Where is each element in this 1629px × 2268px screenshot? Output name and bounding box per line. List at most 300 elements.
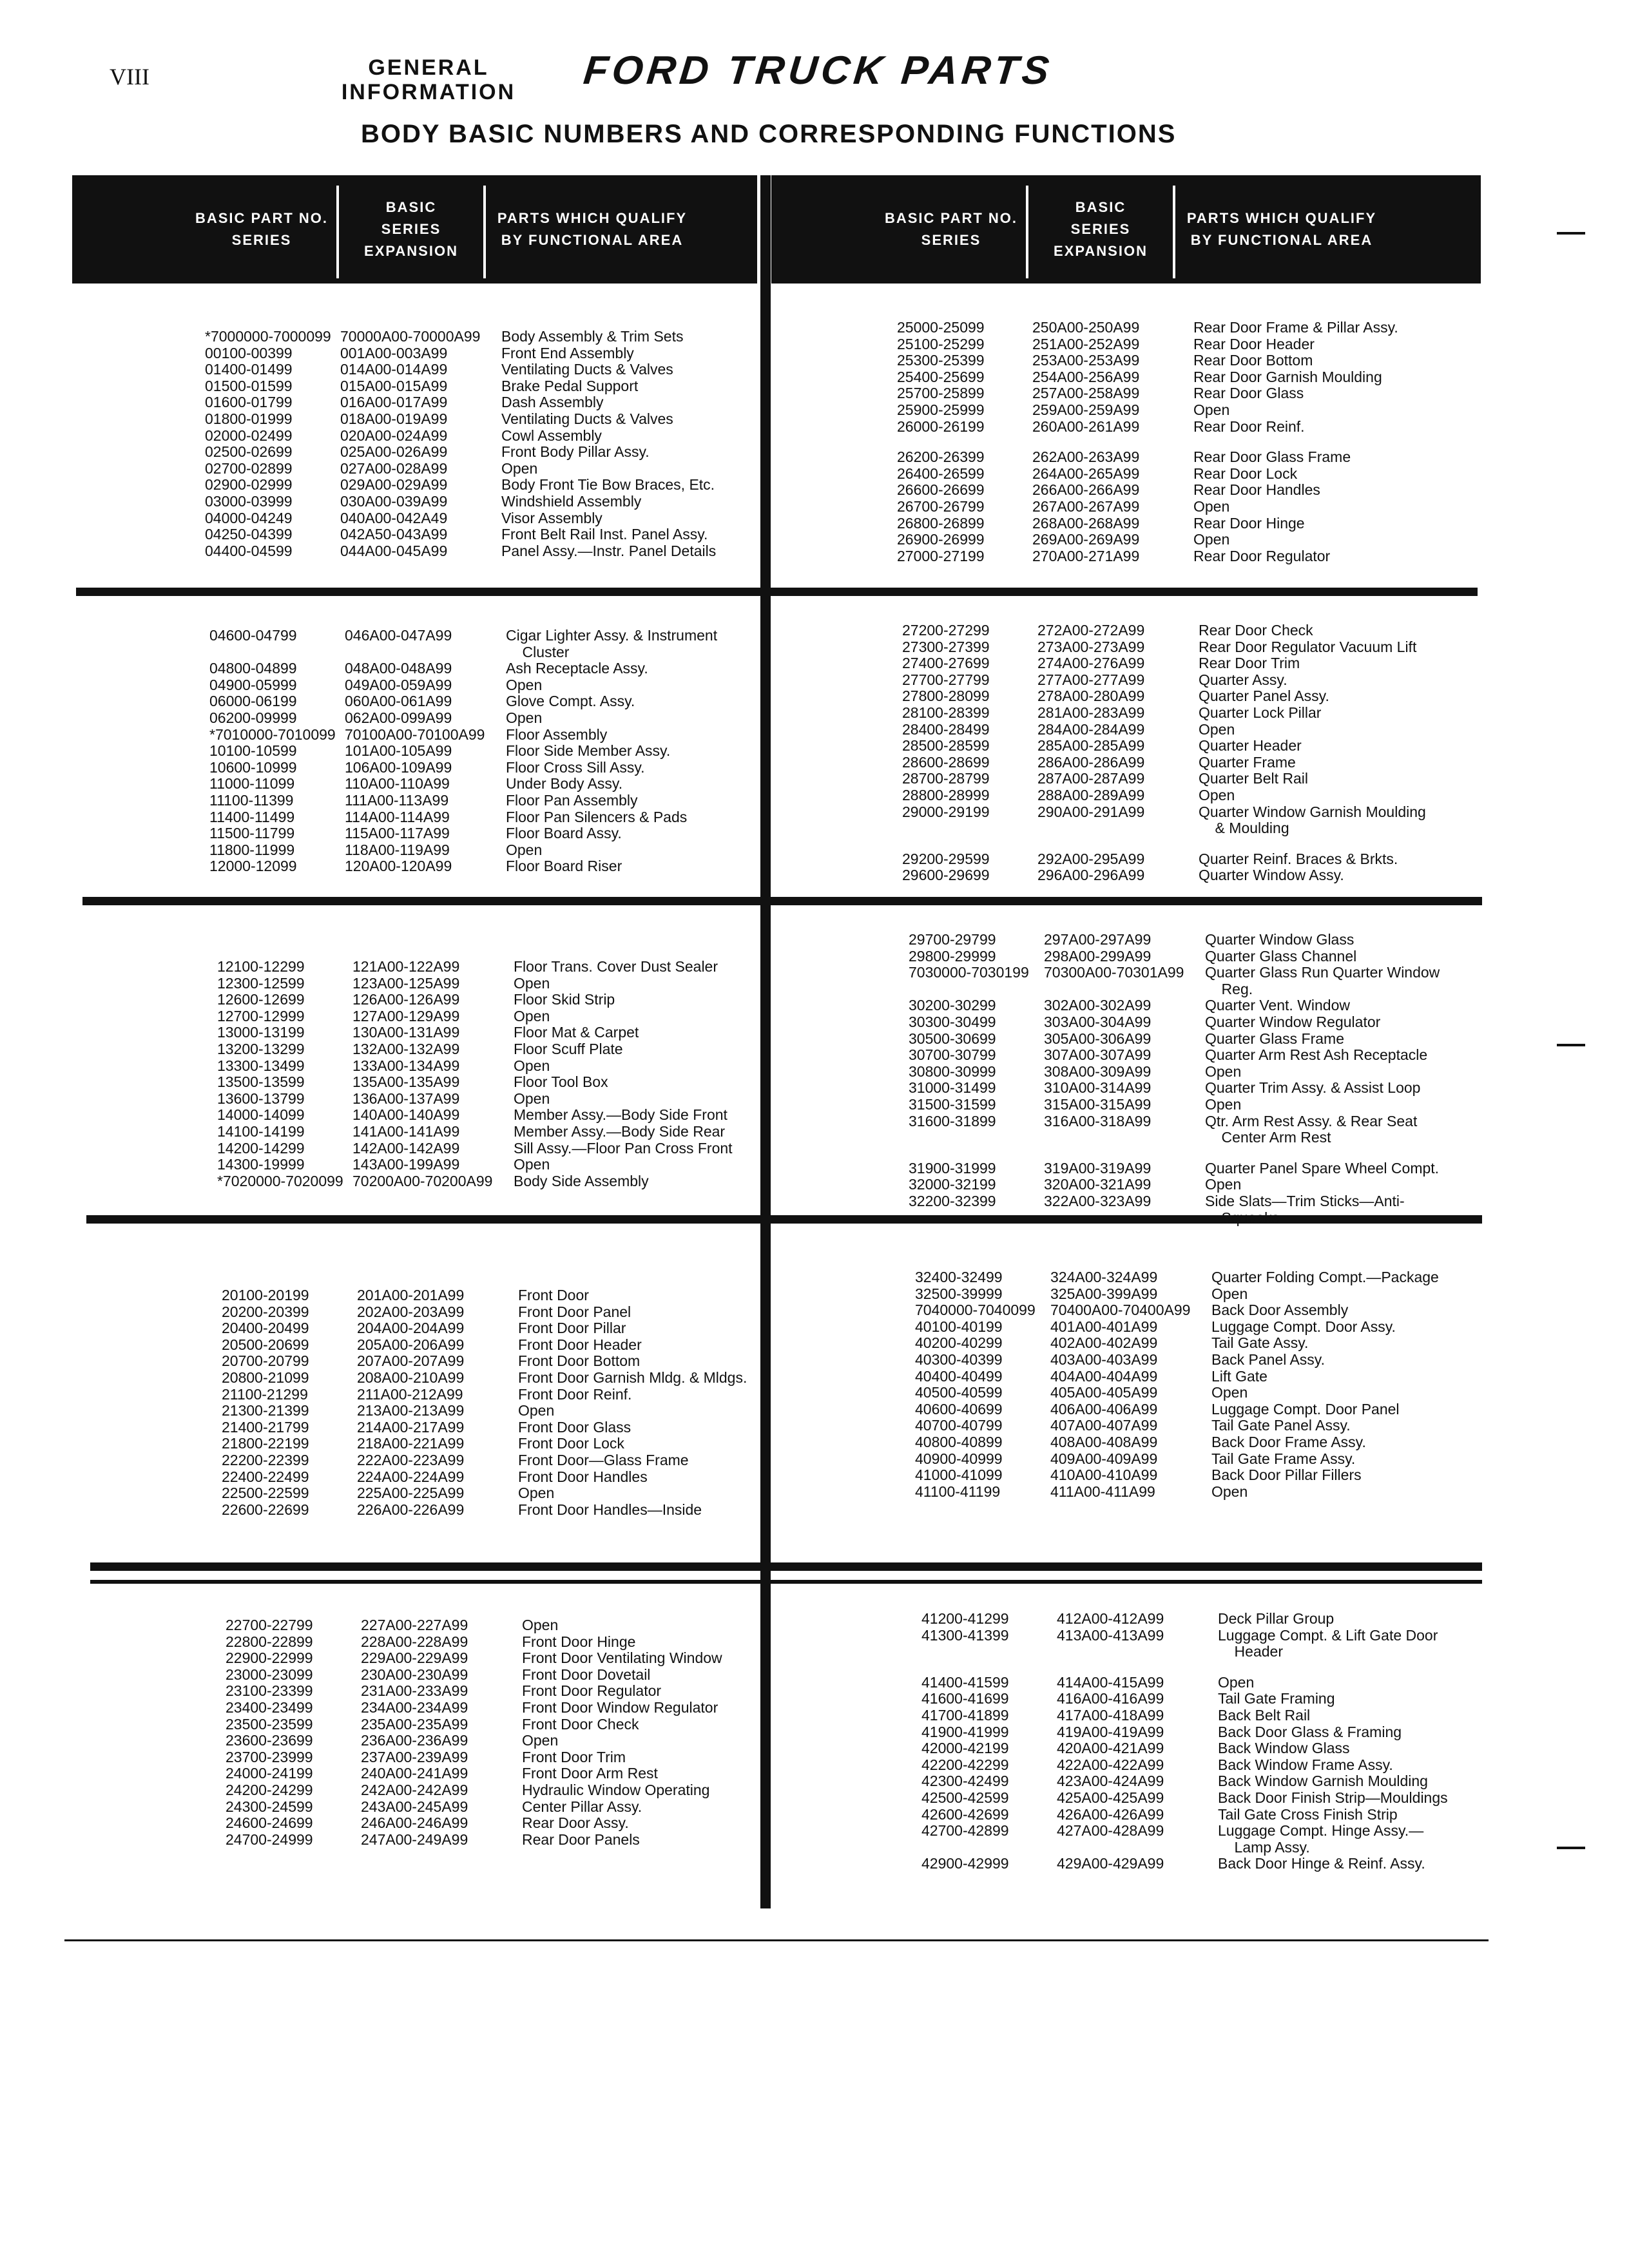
functional-area: Dash Assembly [501, 394, 604, 411]
part-series: 41300-41399 [921, 1626, 1009, 1644]
table-row [209, 693, 776, 710]
table-row [209, 858, 776, 875]
table-row [921, 1856, 1489, 1872]
parts-group-left-4 [222, 1287, 789, 1518]
table-row [902, 851, 1469, 868]
series-expansion: 70400A00-70400A99 [1050, 1302, 1191, 1319]
part-series: 40500-40599 [915, 1384, 1003, 1401]
part-series: 27000-27199 [897, 547, 985, 564]
part-series: 04800-04899 [209, 660, 297, 677]
table-row [217, 992, 784, 1008]
series-expansion: 235A00-235A99 [361, 1715, 468, 1733]
header-parts-qualify-right [1175, 175, 1388, 284]
series-expansion: 044A00-045A99 [340, 542, 448, 559]
row-spacer [897, 435, 1464, 449]
table-row [217, 1041, 784, 1058]
table-row [897, 548, 1464, 565]
table-row [222, 1337, 789, 1354]
table-row [915, 1401, 1482, 1418]
row-divider [76, 588, 1478, 596]
part-series: 41700-41899 [921, 1706, 1009, 1724]
part-series: 11000-11099 [209, 775, 295, 793]
series-expansion: 427A00-428A99 [1057, 1822, 1164, 1840]
row-spacer [902, 837, 1469, 851]
part-series: 42300-42499 [921, 1773, 1009, 1790]
part-series: 32000-32199 [909, 1176, 996, 1193]
table-row [217, 1024, 784, 1041]
functional-area: Quarter Assy. [1199, 671, 1287, 688]
series-expansion: 130A00-131A99 [352, 1024, 460, 1041]
table-row [205, 345, 772, 362]
table-row [226, 1749, 793, 1766]
functional-area: Rear Door Handles [1193, 481, 1320, 499]
table-row [897, 419, 1464, 436]
table-row [915, 1451, 1482, 1468]
header-text: SERIES EXPANSION [364, 221, 458, 259]
series-expansion: 302A00-302A99 [1044, 997, 1152, 1014]
part-series: 41200-41299 [921, 1610, 1009, 1627]
functional-area: Tail Gate Panel Assy. [1211, 1417, 1351, 1434]
part-series: 31000-31499 [909, 1079, 996, 1097]
part-series: 24600-24699 [226, 1814, 313, 1832]
series-expansion: 423A00-424A99 [1057, 1773, 1164, 1790]
functional-area: Front Door Panel [518, 1303, 631, 1320]
functional-area: Open [1193, 497, 1230, 515]
table-row [209, 809, 776, 826]
table-row [902, 804, 1469, 837]
table-row [226, 1733, 793, 1749]
table-row [902, 622, 1469, 639]
series-expansion: 253A00-253A99 [1032, 352, 1140, 369]
part-series: 21300-21399 [222, 1402, 309, 1419]
series-expansion: 286A00-286A99 [1037, 753, 1145, 771]
part-series: 23100-23399 [226, 1682, 313, 1700]
series-expansion: 411A00-411A99 [1050, 1483, 1155, 1500]
table-row [205, 394, 772, 411]
table-row [217, 1107, 784, 1124]
functional-area: Open [514, 974, 550, 992]
functional-area: Rear Door Lock [1193, 465, 1298, 482]
series-expansion: 308A00-309A99 [1044, 1062, 1152, 1080]
parts-group-left-5 [226, 1617, 793, 1848]
functional-area: Back Panel Assy. [1211, 1350, 1325, 1368]
header-text: PARTS WHICH QUALIFY [1186, 210, 1377, 226]
functional-area: Front Door Garnish Mldg. & Mldgs. [518, 1369, 747, 1386]
functional-area: Front Door Hinge [522, 1633, 636, 1650]
header-text: BY FUNCTIONAL AREA [1190, 232, 1373, 248]
table-row [222, 1387, 789, 1403]
table-row [226, 1716, 793, 1733]
parts-group-right-3 [909, 932, 1476, 1226]
series-expansion: 106A00-109A99 [345, 758, 452, 776]
functional-area: Open [522, 1732, 559, 1749]
table-row [205, 543, 772, 560]
functional-area: Quarter Belt Rail [1199, 770, 1309, 787]
series-expansion: 325A00-399A99 [1050, 1285, 1158, 1302]
functional-area: Body Front Tie Bow Braces, Etc. [501, 476, 715, 494]
table-row [909, 1193, 1476, 1226]
part-series: 04250-04399 [205, 526, 293, 543]
margin-mark [1557, 232, 1585, 235]
table-row [902, 738, 1469, 754]
series-expansion: 225A00-225A99 [357, 1485, 465, 1502]
part-series: 29000-29199 [902, 803, 990, 820]
table-row [222, 1485, 789, 1502]
functional-area: Center Pillar Assy. [522, 1798, 642, 1815]
series-expansion: 123A00-125A99 [352, 974, 460, 992]
row-divider-thin [90, 1580, 1482, 1584]
part-series: 40300-40399 [915, 1350, 1003, 1368]
functional-area: Rear Door Frame & Pillar Assy. [1193, 319, 1398, 336]
series-expansion: 136A00-137A99 [352, 1090, 460, 1107]
functional-area: Quarter Glass Channel [1205, 947, 1357, 965]
part-series: 40100-40199 [915, 1318, 1003, 1335]
functional-area: Luggage Compt. Hinge Assy.— Lamp Assy. [1218, 1822, 1424, 1856]
part-series: 25300-25399 [897, 352, 985, 369]
series-expansion: 040A00-042A49 [340, 509, 448, 526]
series-expansion: 70300A00-70301A99 [1044, 964, 1184, 981]
part-series: 40200-40299 [915, 1334, 1003, 1352]
functional-area: Floor Side Member Assy. [506, 742, 671, 760]
series-expansion: 042A50-043A99 [340, 526, 448, 543]
series-expansion: 227A00-227A99 [361, 1617, 468, 1633]
functional-area: Lift Gate [1211, 1367, 1268, 1385]
header-text: BASIC PART NO. [195, 210, 329, 226]
table-row [902, 867, 1469, 884]
series-expansion: 140A00-140A99 [352, 1106, 460, 1124]
part-series: 25100-25299 [897, 335, 985, 352]
part-series: 13000-13199 [217, 1024, 305, 1041]
part-series: 13600-13799 [217, 1090, 305, 1107]
part-series: 01500-01599 [205, 377, 293, 394]
part-series: 32200-32399 [909, 1192, 996, 1209]
series-expansion: 324A00-324A99 [1050, 1269, 1158, 1285]
header-text: BASIC [1075, 199, 1126, 215]
series-expansion: 121A00-122A99 [352, 958, 460, 975]
part-series: 00100-00399 [205, 344, 293, 361]
table-row [217, 1074, 784, 1091]
series-expansion: 417A00-418A99 [1057, 1706, 1164, 1724]
parts-group-right-1 [897, 320, 1464, 564]
series-expansion: 132A00-132A99 [352, 1040, 460, 1057]
functional-area: Quarter Window Assy. [1199, 867, 1344, 884]
part-series: 22200-22399 [222, 1451, 309, 1468]
series-expansion: 254A00-256A99 [1032, 368, 1140, 385]
functional-area: Open [514, 1090, 550, 1107]
functional-area: Open [518, 1485, 555, 1502]
series-expansion: 001A00-003A99 [340, 344, 448, 361]
functional-area: Back Window Frame Assy. [1218, 1756, 1393, 1773]
functional-area: Front End Assembly [501, 344, 634, 361]
series-expansion: 222A00-223A99 [357, 1451, 465, 1468]
part-series: 42000-42199 [921, 1740, 1009, 1757]
table-row [897, 466, 1464, 483]
series-expansion: 048A00-048A99 [345, 660, 452, 677]
table-row [897, 515, 1464, 532]
part-series: 32500-39999 [915, 1285, 1003, 1302]
part-series: 27400-27699 [902, 655, 990, 672]
part-series: 01400-01499 [205, 361, 293, 378]
functional-area: Quarter Vent. Window [1205, 997, 1350, 1014]
series-expansion: 404A00-404A99 [1050, 1367, 1158, 1385]
series-expansion: 425A00-425A99 [1057, 1789, 1164, 1806]
part-series: 21800-22199 [222, 1435, 309, 1452]
series-expansion: 142A00-142A99 [352, 1139, 460, 1157]
table-row [217, 1157, 784, 1173]
functional-area: Open [1205, 1176, 1242, 1193]
table-row [222, 1419, 789, 1436]
table-row [909, 1097, 1476, 1113]
functional-area: Tail Gate Frame Assy. [1211, 1450, 1356, 1467]
functional-area: Rear Door Glass Frame [1193, 448, 1351, 466]
table-row [909, 1031, 1476, 1048]
series-expansion: 207A00-207A99 [357, 1352, 465, 1370]
functional-area: Front Door [518, 1287, 589, 1303]
functional-area: Front Door Check [522, 1715, 639, 1733]
series-expansion: 303A00-304A99 [1044, 1013, 1152, 1030]
functional-area: Open [1211, 1384, 1248, 1401]
functional-area: Rear Door Garnish Moulding [1193, 368, 1382, 385]
part-series: 22600-22699 [222, 1501, 309, 1518]
table-row [209, 677, 776, 694]
row-divider [90, 1562, 1482, 1571]
table-row [921, 1707, 1489, 1724]
table-row [222, 1403, 789, 1419]
series-expansion: 202A00-203A99 [357, 1303, 465, 1320]
functional-area: Back Door Pillar Fillers [1211, 1466, 1362, 1484]
series-expansion: 111A00-113A99 [345, 791, 449, 809]
part-series: 01800-01999 [205, 410, 293, 427]
functional-area: Quarter Glass Frame [1205, 1030, 1344, 1047]
part-series: 40900-40999 [915, 1450, 1003, 1467]
series-expansion: 315A00-315A99 [1044, 1095, 1152, 1113]
functional-area: Luggage Compt. Door Assy. [1211, 1318, 1396, 1335]
table-row [897, 449, 1464, 466]
table-row [909, 1047, 1476, 1064]
functional-area: Floor Mat & Carpet [514, 1024, 639, 1041]
functional-area: Brake Pedal Support [501, 377, 639, 394]
part-series: 28800-28999 [902, 786, 990, 803]
table-row [209, 776, 776, 793]
header-basic-part-no-left [187, 175, 336, 284]
table-row [902, 787, 1469, 804]
table-row [226, 1683, 793, 1700]
table-row [902, 639, 1469, 656]
functional-area: Quarter Window Glass [1205, 931, 1354, 948]
part-series: 29800-29999 [909, 947, 996, 965]
table-row [222, 1436, 789, 1452]
table-row [217, 1173, 784, 1190]
functional-area: Quarter Frame [1199, 753, 1296, 771]
series-expansion: 278A00-280A99 [1037, 687, 1145, 705]
series-expansion: 422A00-422A99 [1057, 1756, 1164, 1773]
table-row [226, 1667, 793, 1684]
table-row [222, 1370, 789, 1387]
series-expansion: 214A00-217A99 [357, 1418, 465, 1436]
series-expansion: 237A00-239A99 [361, 1748, 468, 1765]
functional-area: Cigar Lighter Assy. & Instrument Cluster [506, 627, 718, 660]
functional-area: Open [1205, 1095, 1242, 1113]
table-row [915, 1434, 1482, 1451]
header-basic-expansion-left [339, 175, 483, 284]
series-expansion: 234A00-234A99 [361, 1698, 468, 1716]
table-row [226, 1799, 793, 1816]
table-row [209, 793, 776, 809]
series-expansion: 027A00-028A99 [340, 459, 448, 477]
series-expansion: 408A00-408A99 [1050, 1433, 1158, 1450]
functional-area: Rear Door Regulator [1193, 547, 1331, 564]
table-row [209, 743, 776, 760]
functional-area: Windshield Assembly [501, 492, 642, 510]
series-expansion: 046A00-047A99 [345, 627, 452, 644]
part-series: 14100-14199 [217, 1122, 305, 1140]
part-series: 03000-03999 [205, 492, 293, 510]
parts-group-left-1 [205, 329, 772, 559]
part-series: 41600-41699 [921, 1690, 1009, 1707]
series-expansion: 414A00-415A99 [1057, 1673, 1164, 1691]
functional-area: Panel Assy.—Instr. Panel Details [501, 542, 717, 559]
series-expansion: 115A00-117A99 [345, 825, 450, 842]
series-expansion: 120A00-120A99 [345, 858, 452, 875]
functional-area: Ventilating Ducts & Valves [501, 410, 673, 427]
part-series: 40800-40899 [915, 1433, 1003, 1450]
table-row [915, 1484, 1482, 1501]
table-row [921, 1773, 1489, 1790]
table-row [226, 1832, 793, 1849]
series-expansion: 204A00-204A99 [357, 1320, 465, 1337]
part-series: 26900-26999 [897, 531, 985, 548]
functional-area: Luggage Compt. & Lift Gate Door Header [1218, 1626, 1438, 1660]
table-row [209, 760, 776, 776]
table-row [222, 1320, 789, 1337]
series-expansion: 247A00-249A99 [361, 1831, 468, 1848]
part-series: 12300-12599 [217, 974, 305, 992]
table-row [909, 997, 1476, 1014]
part-series: 12000-12099 [209, 858, 297, 875]
table-row [921, 1724, 1489, 1741]
part-series: 31500-31599 [909, 1095, 996, 1113]
series-expansion: 060A00-061A99 [345, 693, 452, 710]
bottom-rule [64, 1939, 1489, 1941]
functional-area: Quarter Lock Pillar [1199, 704, 1322, 721]
functional-area: Rear Door Header [1193, 335, 1315, 352]
series-expansion: 143A00-199A99 [352, 1156, 460, 1173]
functional-area: Quarter Panel Spare Wheel Compt. [1205, 1159, 1440, 1177]
part-series: 30200-30299 [909, 997, 996, 1014]
series-expansion: 201A00-201A99 [357, 1287, 465, 1303]
functional-area: Front Door Trim [522, 1748, 626, 1765]
series-expansion: 70200A00-70200A99 [352, 1172, 493, 1189]
part-series: 10600-10999 [209, 758, 297, 776]
series-expansion: 274A00-276A99 [1037, 655, 1145, 672]
functional-area: Quarter Window Regulator [1205, 1013, 1381, 1030]
table-row [909, 1177, 1476, 1193]
series-expansion: 141A00-141A99 [352, 1122, 460, 1140]
table-row [915, 1286, 1482, 1303]
part-series: 11100-11399 [209, 791, 294, 809]
functional-area: Floor Skid Strip [514, 991, 615, 1008]
table-row [915, 1319, 1482, 1336]
series-expansion: 030A00-039A99 [340, 492, 448, 510]
part-series: 26800-26899 [897, 514, 985, 532]
table-row [921, 1790, 1489, 1807]
table-row [921, 1675, 1489, 1691]
functional-area: Deck Pillar Group [1218, 1610, 1335, 1627]
table-row [209, 727, 776, 744]
series-expansion: 296A00-296A99 [1037, 867, 1145, 884]
part-series: 23500-23599 [226, 1715, 313, 1733]
series-expansion: 266A00-266A99 [1032, 481, 1140, 499]
part-series: 7040000-7040099 [915, 1302, 1036, 1319]
page-title: BODY BASIC NUMBERS AND CORRESPONDING FUNCTIONS [361, 120, 1177, 148]
table-row [909, 965, 1476, 997]
part-series: 13200-13299 [217, 1040, 305, 1057]
series-expansion: 262A00-263A99 [1032, 448, 1140, 466]
series-expansion: 260A00-261A99 [1032, 418, 1140, 435]
header-basic-part-no-right [876, 175, 1026, 284]
part-series: 29600-29699 [902, 867, 990, 884]
parts-group-right-4 [915, 1269, 1482, 1500]
functional-area: Front Belt Rail Inst. Panel Assy. [501, 526, 708, 543]
part-series: 27300-27399 [902, 638, 990, 655]
series-expansion: 135A00-135A99 [352, 1073, 460, 1091]
functional-area: Tail Gate Assy. [1211, 1334, 1309, 1352]
functional-area: Open [1205, 1062, 1242, 1080]
series-expansion: 412A00-412A99 [1057, 1610, 1164, 1627]
series-expansion: 259A00-259A99 [1032, 401, 1140, 418]
series-expansion: 407A00-407A99 [1050, 1417, 1158, 1434]
series-expansion: 205A00-206A99 [357, 1336, 465, 1353]
functional-area: Front Door Reinf. [518, 1385, 632, 1403]
functional-area: Cowl Assembly [501, 427, 602, 444]
functional-area: Open [1193, 401, 1230, 418]
table-row [217, 959, 784, 975]
part-series: 11500-11799 [209, 825, 295, 842]
functional-area: Back Window Glass [1218, 1740, 1350, 1757]
header-text: PARTS WHICH QUALIFY [497, 210, 688, 226]
series-expansion: 016A00-017A99 [340, 394, 448, 411]
functional-area: Open [514, 1156, 550, 1173]
table-row [209, 842, 776, 859]
part-series: 12700-12999 [217, 1007, 305, 1024]
part-series: 02000-02499 [205, 427, 293, 444]
functional-area: Floor Cross Sill Assy. [506, 758, 645, 776]
series-expansion: 402A00-402A99 [1050, 1334, 1158, 1352]
part-series: 25700-25899 [897, 385, 985, 402]
series-expansion: 015A00-015A99 [340, 377, 448, 394]
functional-area: Open [501, 459, 538, 477]
table-row [909, 1080, 1476, 1097]
part-series: 42500-42599 [921, 1789, 1009, 1806]
functional-area: Back Door Hinge & Reinf. Assy. [1218, 1855, 1425, 1872]
functional-area: Ash Receptacle Assy. [506, 660, 648, 677]
series-expansion: 101A00-105A99 [345, 742, 452, 760]
table-row [921, 1823, 1489, 1856]
functional-area: Open [1199, 720, 1235, 738]
part-series: 28700-28799 [902, 770, 990, 787]
part-series: 24000-24199 [226, 1765, 313, 1782]
part-series: 41000-41099 [915, 1466, 1003, 1484]
functional-area: Back Window Garnish Moulding [1218, 1773, 1428, 1790]
series-expansion: 110A00-110A99 [345, 775, 450, 793]
part-series: 22400-22499 [222, 1468, 309, 1485]
part-series: 21100-21299 [222, 1385, 308, 1403]
functional-area: Tail Gate Cross Finish Strip [1218, 1805, 1398, 1823]
table-row [915, 1269, 1482, 1286]
part-series: 22800-22899 [226, 1633, 313, 1650]
part-series: 29200-29599 [902, 850, 990, 867]
functional-area: Front Door Lock [518, 1435, 624, 1452]
